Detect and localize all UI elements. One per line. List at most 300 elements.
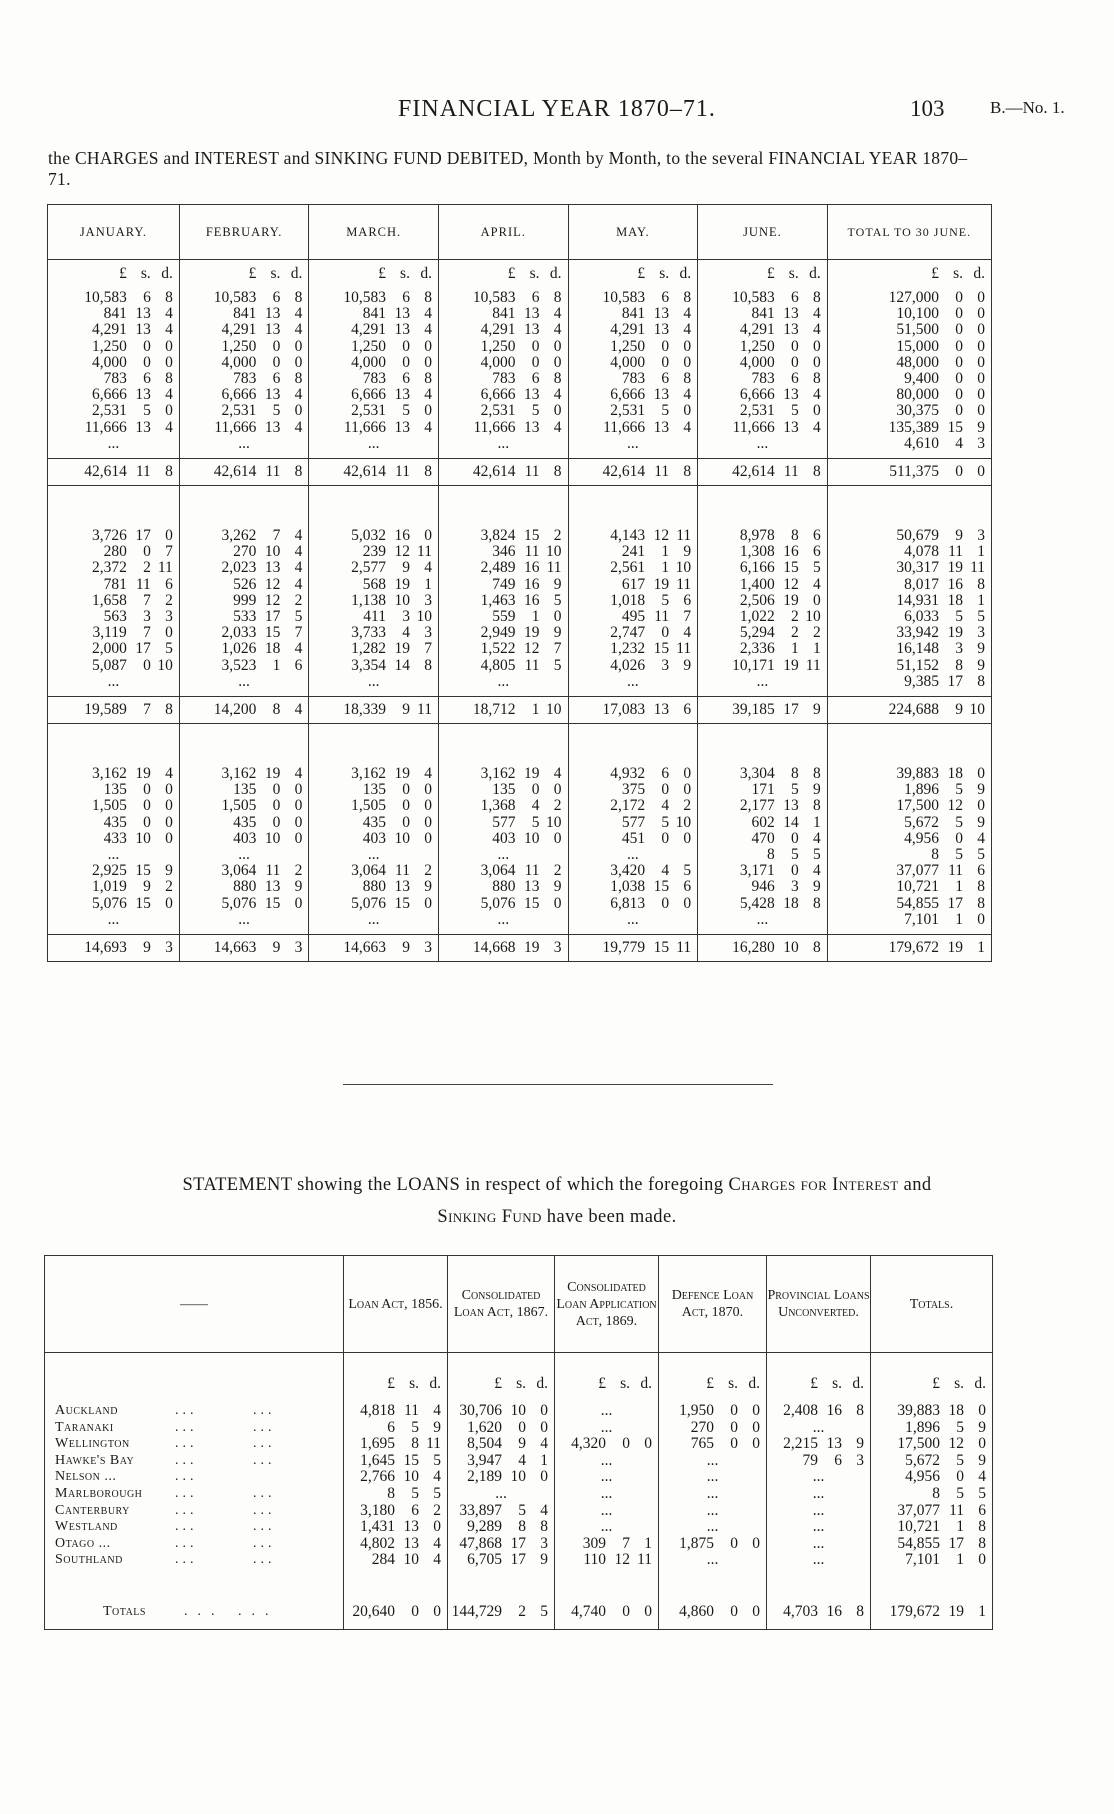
spacer-cell	[309, 724, 439, 767]
amount-pence: 9	[424, 878, 432, 896]
amount-shillings: 0	[790, 353, 799, 371]
units-row	[45, 1353, 993, 1394]
amount-pounds: 1,896	[904, 781, 939, 799]
amount-pence: 4	[294, 543, 303, 561]
amount-pence: 3	[424, 938, 432, 956]
amount-pence: 0	[294, 781, 303, 799]
amount-pounds: 54,855	[897, 1534, 940, 1552]
amount-pounds: 533	[233, 608, 257, 626]
amount-pounds: 7,101	[905, 1551, 940, 1569]
amount-pounds: 3,262	[221, 527, 257, 545]
unit-s: s.	[270, 265, 281, 282]
amount-pence: 0	[644, 1435, 652, 1453]
unit-l: £	[766, 265, 775, 282]
amount-pence: 1	[978, 1602, 986, 1620]
amount	[180, 815, 309, 831]
amount-pence: 0	[553, 894, 562, 912]
amount-shillings: 0	[531, 337, 540, 355]
amount-pounds: 80,000	[896, 386, 939, 404]
amount-pence: 0	[683, 353, 692, 371]
amount-pence: 4	[165, 386, 173, 404]
amount	[309, 387, 438, 403]
amount-shillings: 0	[730, 1602, 738, 1620]
amount-pounds: 2,531	[351, 402, 386, 420]
amount-pence: 8	[553, 370, 562, 388]
monthly-charges-table	[47, 204, 992, 962]
amount-pounds: 8,017	[904, 575, 939, 593]
amount	[828, 766, 991, 782]
loan-cell	[344, 1393, 448, 1595]
totals-row	[48, 935, 992, 962]
spacer-row	[48, 724, 992, 767]
amount-pounds: 841	[492, 305, 516, 323]
amount-pounds: 42,614	[213, 462, 257, 480]
amount-pounds: 451	[621, 829, 646, 847]
leader-dots: ...	[253, 1535, 276, 1551]
amount	[569, 387, 698, 403]
amount	[309, 560, 438, 576]
leader-dots: ...	[253, 1552, 276, 1568]
amount	[48, 609, 179, 625]
amount-shillings: 5	[411, 1484, 419, 1502]
amount-pounds: 4,802	[360, 1534, 395, 1552]
amount-shillings: 0	[272, 337, 281, 355]
amount-pence: 0	[977, 910, 985, 928]
amount-pounds: 375	[621, 781, 646, 799]
total-cell	[767, 1595, 871, 1630]
amount-shillings: 0	[272, 353, 281, 371]
amount-pounds: 14,931	[896, 591, 939, 609]
amount-shillings: 9	[272, 938, 281, 956]
amount	[569, 831, 698, 847]
amount	[659, 1604, 766, 1621]
amount-shillings: 0	[661, 337, 670, 355]
amount-pence: 0	[752, 1418, 760, 1436]
ellipsis: ...	[706, 1551, 719, 1569]
amount-pounds: 4,860	[679, 1602, 714, 1620]
amount-shillings: 0	[272, 781, 281, 799]
amount-pounds: 51,152	[896, 656, 939, 674]
amount-pence: 2	[165, 591, 173, 609]
amount	[569, 464, 698, 480]
amount-pounds: 2,561	[610, 559, 646, 577]
amount	[569, 863, 698, 879]
unit-l: £	[248, 265, 257, 282]
amount-shillings: 0	[955, 386, 963, 404]
amount-pence: 8	[165, 370, 173, 388]
ellipsis: ...	[238, 434, 250, 452]
amount-shillings: 12	[948, 1435, 964, 1453]
amount-shillings: 19	[947, 938, 963, 956]
amount-shillings: 19	[524, 938, 540, 956]
unit-l: £	[119, 265, 127, 282]
amount-shillings: 13	[524, 386, 540, 404]
ellipsis: ...	[238, 910, 250, 928]
amount-pounds: 110	[583, 1551, 606, 1569]
ellipsis: ...	[706, 1451, 719, 1469]
amount-pounds: 470	[751, 829, 775, 847]
amount-pence: 5	[433, 1451, 441, 1469]
unit-s: s.	[788, 265, 799, 282]
amount-pence: 4	[812, 829, 821, 847]
amount-pence: 10	[675, 813, 692, 831]
amount-pence: 8	[294, 462, 303, 480]
amount-shillings: 9	[955, 527, 963, 545]
amount-pence: 9	[553, 878, 562, 896]
ellipsis: ...	[497, 672, 510, 690]
amount-pounds: 144,729	[451, 1602, 502, 1620]
amount	[180, 831, 309, 847]
amount-pence: 10	[157, 656, 173, 674]
amount-pence: 6	[812, 543, 821, 561]
amount-shillings: 8	[518, 1518, 526, 1536]
amount-shillings: 11	[265, 862, 281, 880]
leader-dots: ... ...	[183, 1603, 279, 1619]
amount-pounds: 14,693	[84, 938, 127, 956]
amount	[439, 641, 568, 657]
amount	[871, 1436, 992, 1453]
amount-shillings: 0	[730, 1418, 738, 1436]
amount-shillings: 6	[272, 289, 281, 306]
amount-pence: 4	[433, 1468, 441, 1486]
amount-shillings: 19	[947, 559, 963, 577]
amount-shillings: 18	[948, 1402, 964, 1419]
amount-pounds: 841	[233, 305, 257, 323]
amount-shillings: 18	[947, 591, 963, 609]
statement-text-a: STATEMENT showing the LOANS in respect of which the foregoing	[182, 1175, 729, 1195]
leader-dots: ...	[175, 1403, 198, 1418]
total-cell	[309, 459, 439, 486]
amount-pounds: 403	[362, 829, 386, 847]
amount-shillings: 0	[956, 1468, 964, 1486]
amount-pence: 7	[683, 608, 692, 626]
province-name: Westland	[55, 1519, 118, 1535]
amount-pence: 9	[812, 700, 821, 718]
total-cell	[871, 1595, 993, 1630]
amount-shillings: 0	[661, 781, 670, 799]
amount	[439, 528, 568, 544]
ellipsis: ...	[600, 1484, 613, 1502]
amount-pence: 8	[683, 462, 692, 480]
amount-pence: 0	[424, 829, 432, 847]
amount-shillings: 13	[264, 418, 281, 436]
amount-pounds: 3,064	[221, 862, 257, 880]
amount-shillings: 5	[955, 846, 963, 864]
amount-pounds: 2,189	[467, 1468, 502, 1486]
total-cell	[344, 1595, 448, 1630]
amount	[828, 940, 991, 956]
month-cell	[568, 290, 698, 459]
amount-pence: 6	[683, 878, 692, 896]
amount-pence: 3	[165, 938, 173, 956]
amount-pence: 2	[424, 862, 432, 880]
amount-shillings: 2	[790, 608, 799, 626]
amount-shillings: 13	[524, 878, 540, 896]
amount	[555, 1536, 658, 1553]
province-name: Southland	[55, 1552, 123, 1568]
amount-pounds: 1,250	[221, 337, 257, 355]
ellipsis: ...	[497, 434, 510, 452]
amount-pence: 9	[978, 1451, 986, 1469]
amount-pence: 0	[540, 1468, 548, 1486]
amount-pounds: 2,949	[480, 624, 516, 642]
amount-pence: 0	[978, 1402, 986, 1419]
amount	[698, 940, 827, 956]
amount	[439, 464, 568, 480]
amount-shillings: 3	[143, 608, 151, 626]
amount-shillings: 13	[135, 418, 151, 436]
amount-pounds: 1,463	[480, 591, 516, 609]
amount-pounds: 6,666	[221, 386, 257, 404]
amount	[767, 1453, 870, 1470]
amount	[569, 322, 698, 338]
amount-pounds: 6,666	[480, 386, 516, 404]
amount-pounds: 2,531	[610, 402, 646, 420]
leader-dots: ...	[175, 1485, 198, 1501]
leader-dots: ...	[253, 1403, 276, 1418]
amount-pence: 0	[812, 591, 821, 609]
ellipsis: ...	[107, 910, 120, 928]
total-cell	[568, 935, 698, 962]
amount-shillings: 9	[402, 559, 410, 577]
spacer-cell	[179, 724, 309, 767]
amount-shillings: 0	[143, 353, 151, 371]
ellipsis: ...	[367, 672, 380, 690]
ellipsis: ...	[497, 910, 510, 928]
amount-shillings: 6	[272, 370, 281, 388]
units-cell	[179, 260, 309, 291]
amount-pounds: 3,947	[467, 1451, 502, 1469]
ellipsis: ...	[107, 846, 120, 864]
loan-cell	[659, 1393, 767, 1595]
province-name: Hawke's Bay	[55, 1452, 135, 1468]
intro-text: the CHARGES and INTEREST and SINKING FUND DEBITED, Month by Month, to the several FINANCIAL YEAR 1870–71.	[48, 148, 968, 189]
amount-pence: 4	[294, 418, 303, 436]
amount-shillings: 15	[264, 624, 281, 642]
amount-pounds: 17,500	[896, 797, 939, 815]
amount-shillings: 17	[135, 527, 151, 545]
amount-pounds: 563	[103, 608, 127, 626]
currency-units	[448, 1376, 554, 1393]
amount-shillings: 10	[510, 1468, 526, 1486]
amount-pence: 8	[424, 370, 432, 388]
spacer-cell	[179, 486, 309, 529]
province-row	[55, 1552, 343, 1569]
amount-shillings: 11	[948, 543, 963, 561]
amount-pence: 8	[977, 575, 985, 593]
amount	[439, 403, 568, 419]
amount-pounds: 309	[582, 1534, 606, 1552]
unit-s: s.	[409, 1375, 419, 1393]
ellipsis: ...	[107, 434, 120, 452]
province-row	[55, 1420, 343, 1437]
amount-shillings: 0	[143, 543, 151, 561]
amount	[828, 420, 991, 436]
amount-pounds: 526	[233, 575, 257, 593]
amount-pence: 8	[812, 765, 821, 783]
amount-pence: 4	[683, 624, 692, 642]
amount-pounds: 39,185	[732, 700, 775, 718]
loan-cell	[767, 1393, 871, 1595]
amount-shillings: 0	[955, 370, 963, 388]
amount-shillings: 17	[947, 672, 963, 690]
month-cell	[48, 528, 180, 697]
amount-shillings: 18	[947, 765, 963, 783]
amount-shillings: 7	[622, 1534, 630, 1552]
amount-pounds: 1,026	[221, 640, 257, 658]
amount	[569, 593, 698, 609]
spacer-cell	[698, 724, 828, 767]
amount-pounds: 4,320	[571, 1435, 606, 1453]
amount-pence: 11	[676, 640, 692, 658]
amount-pounds: 37,077	[897, 1501, 940, 1519]
amount-pence: 3	[294, 938, 303, 956]
amount-pence: 9	[553, 575, 562, 593]
amount-pence: 0	[812, 402, 821, 420]
amount	[828, 464, 991, 480]
total-cell	[568, 697, 698, 724]
amount	[828, 306, 991, 322]
amount-shillings: 12	[394, 543, 410, 561]
amount-shillings: 6	[834, 1451, 842, 1469]
amount-pence: 9	[977, 656, 985, 674]
amount-pounds: 749	[492, 575, 516, 593]
amount	[828, 674, 991, 690]
amount-shillings: 0	[955, 305, 963, 323]
amount-pence: 8	[424, 289, 432, 306]
amount-pence: 0	[812, 337, 821, 355]
unit-l: £	[378, 265, 386, 282]
amount-shillings: 13	[264, 878, 281, 896]
amount	[828, 815, 991, 831]
spacer-cell	[827, 724, 991, 767]
amount-pence: 0	[165, 337, 173, 355]
amount-pounds: 224,688	[888, 700, 939, 718]
amount-shillings: 6	[661, 370, 670, 388]
unit-d: d.	[679, 265, 692, 282]
amount-pence: 4	[812, 386, 821, 404]
amount	[180, 560, 309, 576]
amount-pence: 0	[977, 402, 985, 420]
amount-shillings: 5	[402, 402, 410, 420]
spacer-cell	[438, 486, 568, 529]
amount-shillings: 16	[826, 1402, 842, 1419]
amount	[309, 879, 438, 895]
unit-l: £	[507, 265, 516, 282]
amount	[698, 766, 827, 782]
amount-pence: 0	[165, 894, 173, 912]
data-block	[45, 1393, 993, 1595]
amount-shillings: 11	[524, 462, 540, 480]
unit-l: £	[598, 1375, 606, 1393]
amount-pounds: 783	[492, 370, 516, 388]
amount-pounds: 135,389	[888, 418, 939, 436]
spacer-cell	[698, 486, 828, 529]
amount	[555, 1604, 658, 1621]
amount-pence: 4	[294, 765, 303, 783]
month-cell	[179, 290, 309, 459]
amount-shillings: 0	[402, 813, 410, 831]
amount-shillings: 9	[955, 700, 963, 718]
amount-pounds: 239	[362, 543, 386, 561]
amount-pence: 9	[977, 418, 985, 436]
amount-shillings: 9	[402, 700, 410, 718]
amount	[698, 625, 827, 641]
unit-d: d.	[161, 265, 173, 282]
leader-dots: ...	[253, 1419, 276, 1435]
amount-pounds: 3,119	[92, 624, 127, 642]
amount-pounds: 14,200	[213, 700, 257, 718]
units-row	[48, 260, 992, 291]
total-cell	[568, 459, 698, 486]
amount-pounds: 42,614	[84, 462, 127, 480]
amount	[871, 1403, 992, 1420]
amount	[569, 896, 698, 912]
units-cell	[344, 1353, 448, 1394]
amount	[309, 798, 438, 814]
amount	[48, 403, 179, 419]
amount-shillings: 13	[394, 878, 410, 896]
amount-pence: 4	[424, 418, 432, 436]
column-header: MAY.	[568, 205, 698, 260]
currency-units	[569, 266, 698, 282]
amount	[555, 1436, 658, 1453]
totals-row	[48, 697, 992, 724]
amount-pence: 0	[752, 1402, 760, 1419]
spacer-cell	[48, 486, 180, 529]
amount-pence: 11	[805, 656, 821, 674]
amount-shillings: 0	[730, 1435, 738, 1453]
amount	[309, 641, 438, 657]
leader-dots: ...	[253, 1436, 276, 1452]
amount-pounds: 946	[751, 878, 775, 896]
amount-shillings: 13	[653, 386, 670, 404]
amount-pounds: 511,375	[889, 462, 939, 480]
amount	[48, 625, 179, 641]
amount	[344, 1420, 447, 1437]
amount-pence: 0	[553, 781, 562, 799]
units-cell	[659, 1353, 767, 1394]
amount-pence: 0	[424, 402, 432, 420]
unit-l: £	[932, 1375, 940, 1393]
amount-pounds: 577	[492, 813, 516, 831]
amount-pence: 3	[165, 608, 173, 626]
amount-pence: 0	[812, 353, 821, 371]
amount	[698, 577, 827, 593]
data-block	[48, 766, 992, 935]
amount	[180, 863, 309, 879]
amount-pounds: 4,805	[480, 656, 516, 674]
amount-pence: 4	[433, 1551, 441, 1569]
amount-pence: 5	[977, 846, 985, 864]
amount-shillings: 0	[402, 337, 410, 355]
amount-pounds: 10,721	[896, 878, 939, 896]
amount-pence: 0	[165, 829, 173, 847]
amount-pence: 11	[676, 938, 692, 956]
amount-pounds: 280	[103, 543, 127, 561]
amount-shillings: 19	[135, 765, 151, 783]
amount	[698, 863, 827, 879]
amount-pence: 11	[970, 559, 985, 577]
amount-shillings: 13	[264, 386, 281, 404]
data-block	[48, 290, 992, 459]
amount-shillings: 13	[135, 386, 151, 404]
amount-pence: 4	[812, 321, 821, 339]
month-cell	[698, 766, 828, 935]
currency-units	[180, 266, 309, 282]
amount-pence: 0	[978, 1551, 986, 1569]
amount-pounds: 6,666	[739, 386, 775, 404]
